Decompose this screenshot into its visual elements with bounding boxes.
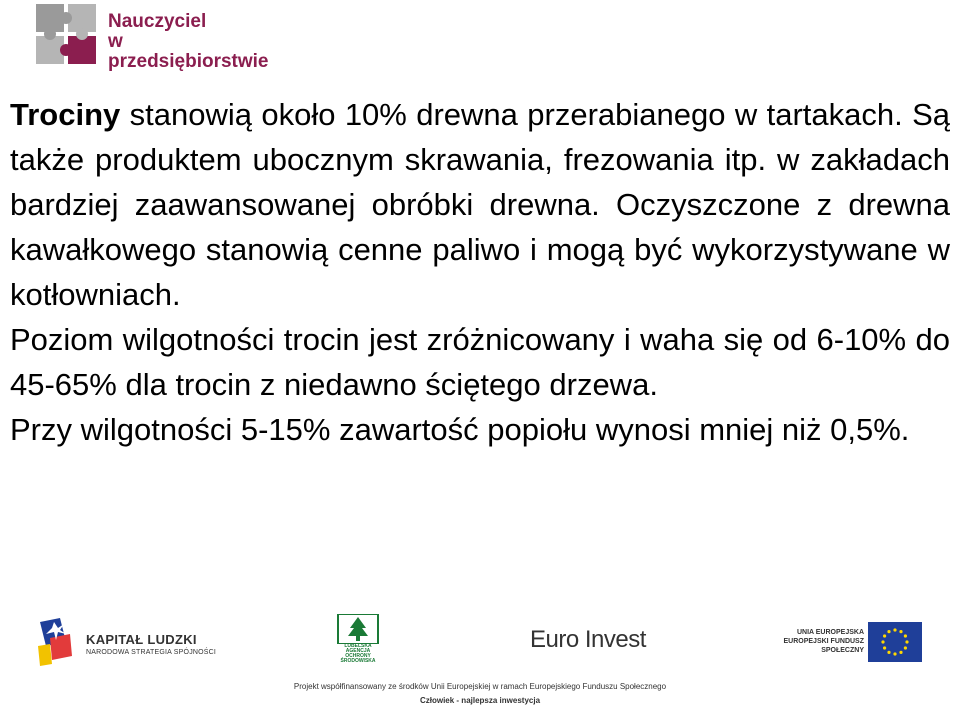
kapital-ludzki-logo [36,616,236,668]
brand-subtitle: w przedsiębiorstwie [108,31,269,72]
ue-text: UNIA EUROPEJSKA EUROPEJSKI FUNDUSZ SPOŁECZNY [783,629,864,654]
footer-note: Projekt współfinansowany ze środków Unii Europejskiej w ramach Europejskiego Funduszu Społecznego [293,682,667,691]
header-logo [34,2,284,72]
lubelska-text: LUBELSKA AGENCJA OCHRONY ŚRODOWISKA [340,643,376,664]
paragraph-1 [10,92,950,317]
brand-text [108,12,284,72]
main-content [10,92,950,452]
paragraph-3: Przy wilgotności 5-15% zawartość popiołu wynosi mniej niż 0,5%. [10,412,910,447]
lubelska-agencja-logo [336,614,380,674]
footer [0,606,960,710]
tree-icon [336,614,380,644]
kapital-ludzki-icon [36,616,76,668]
paragraph-1-text: stanowią około 10% drewna przerabianego w tartakach. Są także produktem ubocznym skrawania, frezowania itp. w zakładach bardziej zaawansowanej obróbki drewna. Oczyszczone z drewna kawałkowego stanowią cenne paliwo i mogą być wykorzystywane w kotłowniach. [10,97,950,312]
footer-slogan: Człowiek - najlepsza inwestycja [419,696,541,705]
lead-word: Trociny [10,97,121,132]
paragraph-2: Poziom wilgotności trocin jest zróżnicowany i waha się od 6-10% do 45-65% dla trocin z niedawno ściętego drzewa. [10,322,950,402]
brand-title: Nauczyciel [108,11,207,32]
ue-logo [776,622,926,666]
kapital-subtitle: NARODOWA STRATEGIA SPÓJNOŚCI [86,649,217,656]
euro-invest-logo: Euro Invest [530,626,646,653]
puzzle-logo-icon [34,2,98,66]
kapital-title: KAPITAŁ LUDZKI [86,632,197,647]
eu-flag-icon [868,622,922,662]
